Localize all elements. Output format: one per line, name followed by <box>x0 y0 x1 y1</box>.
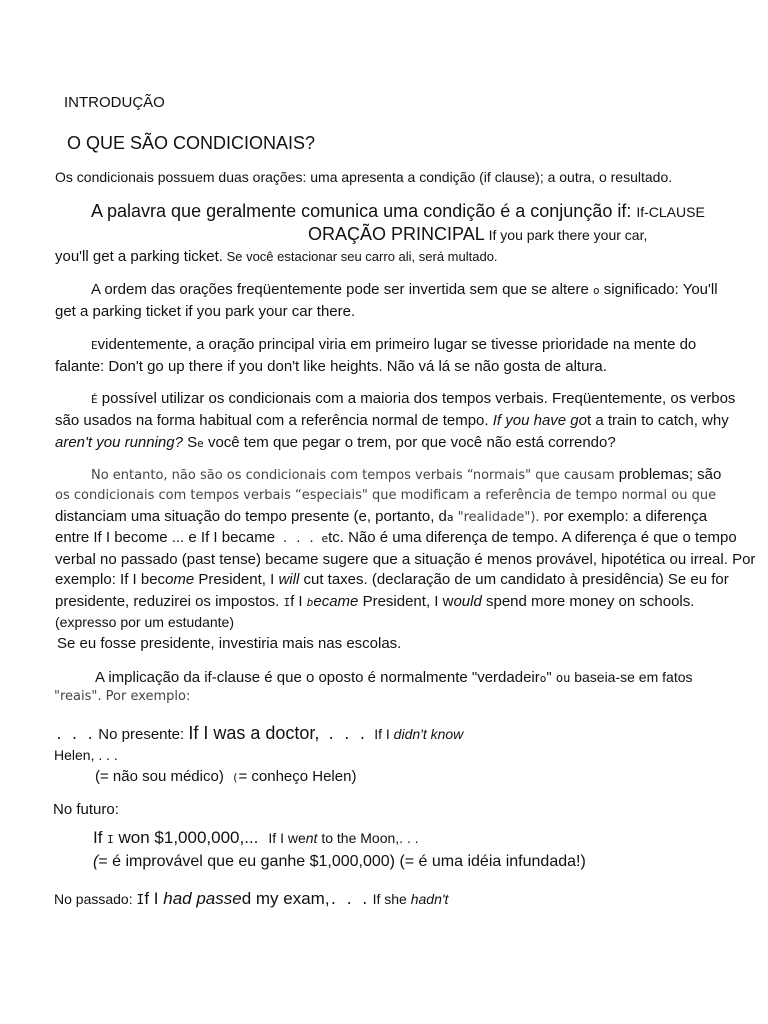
paragraph-7-line-2: "reais". Por exemplo: <box>54 689 191 704</box>
paragraph-3-line-2: get a parking ticket if you park your car there. <box>55 303 356 320</box>
present-examples-line-1: . . . No presente: If I was a doctor, . . . If I didn't know <box>55 723 464 743</box>
paragraph-4-line-1: Evidentemente, a oração principal viria em primeiro lugar se tivesse prioridade na mente do <box>91 336 697 353</box>
paragraph-6-line-7: presidente, reduzirei os impostos. If I became President, I would spend more money on schools. <box>55 593 695 610</box>
page-title: O QUE SÃO CONDICIONAIS? <box>67 133 316 153</box>
paragraph-6-line-3: distanciam uma situação do tempo presente (e, portanto, da "realidade"). Por exemplo: a diferença <box>55 508 708 525</box>
section-intro-heading: INTRODUÇÃO <box>64 94 165 111</box>
paragraph-3-line-1: A ordem das orações freqüentemente pode ser invertida sem que se altere o significado: You'll <box>91 281 718 298</box>
paragraph-2-line-2: ORAÇÃO PRINCIPAL If you park there your car, <box>308 224 648 244</box>
paragraph-7-line-1: A implicação da if-clause é que o oposto é normalmente "verdadeiro" ou baseia-se em fatos <box>95 669 693 686</box>
present-examples-line-2: Helen, . . . <box>54 747 118 763</box>
paragraph-6-line-4: entre If I become ... e If I became . . . etc. Não é uma diferença de tempo. A diferença é que o tempo <box>55 529 737 546</box>
future-examples-line-1: If I won $1,000,000,... If I went to the Moon,. . . <box>93 828 419 847</box>
future-examples-line-2: (= é improvável que eu ganhe $1,000,000) (= é uma idéia infundada!) <box>93 853 586 870</box>
paragraph-2-line-1: A palavra que geralmente comunica uma condição é a conjunção if: If-CLAUSE <box>91 201 705 221</box>
paragraph-6-line-8: (expresso por um estudante) <box>55 614 234 630</box>
present-examples-line-3: (= não sou médico) (= conheço Helen) <box>95 768 357 785</box>
paragraph-6-line-6: exemplo: If I become President, I will cut taxes. (declaração de um candidato à presidência) Se eu for <box>55 571 729 588</box>
paragraph-4-line-2: falante: Don't go up there if you don't like heights. Não vá lá se não gosta de altura. <box>55 358 607 375</box>
paragraph-6-line-9: Se eu fosse presidente, investiria mais nas escolas. <box>57 635 402 652</box>
paragraph-5-line-2: são usados na forma habitual com a referência normal de tempo. If you have got a train to catch, why <box>55 412 729 429</box>
paragraph-1: Os condicionais possuem duas orações: uma apresenta a condição (if clause); a outra, o resultado. <box>55 169 673 185</box>
paragraph-5-line-3: aren't you running? Se você tem que pegar o trem, por que você não está correndo? <box>55 434 616 451</box>
paragraph-5-line-1: É possível utilizar os condicionais com a maioria dos tempos verbais. Freqüentemente, os verbos <box>91 390 736 407</box>
past-examples-line-1: No passado: If I had passed my exam,. . . If she hadn't <box>54 889 449 908</box>
future-label: No futuro: <box>53 801 119 818</box>
paragraph-6-line-2: os condicionais com tempos verbais “especiais" que modificam a referência de tempo normal ou que <box>55 488 717 503</box>
paragraph-2-line-3: you'll get a parking ticket. Se você estacionar seu carro ali, será multado. <box>55 248 498 265</box>
paragraph-6-line-1: No entanto, não são os condicionais com tempos verbais “normais" que causam problemas; são <box>91 466 722 483</box>
paragraph-6-line-5: verbal no passado (past tense) became sugere que a situação é menos provável, hipotética ou irreal. Por <box>55 551 756 568</box>
